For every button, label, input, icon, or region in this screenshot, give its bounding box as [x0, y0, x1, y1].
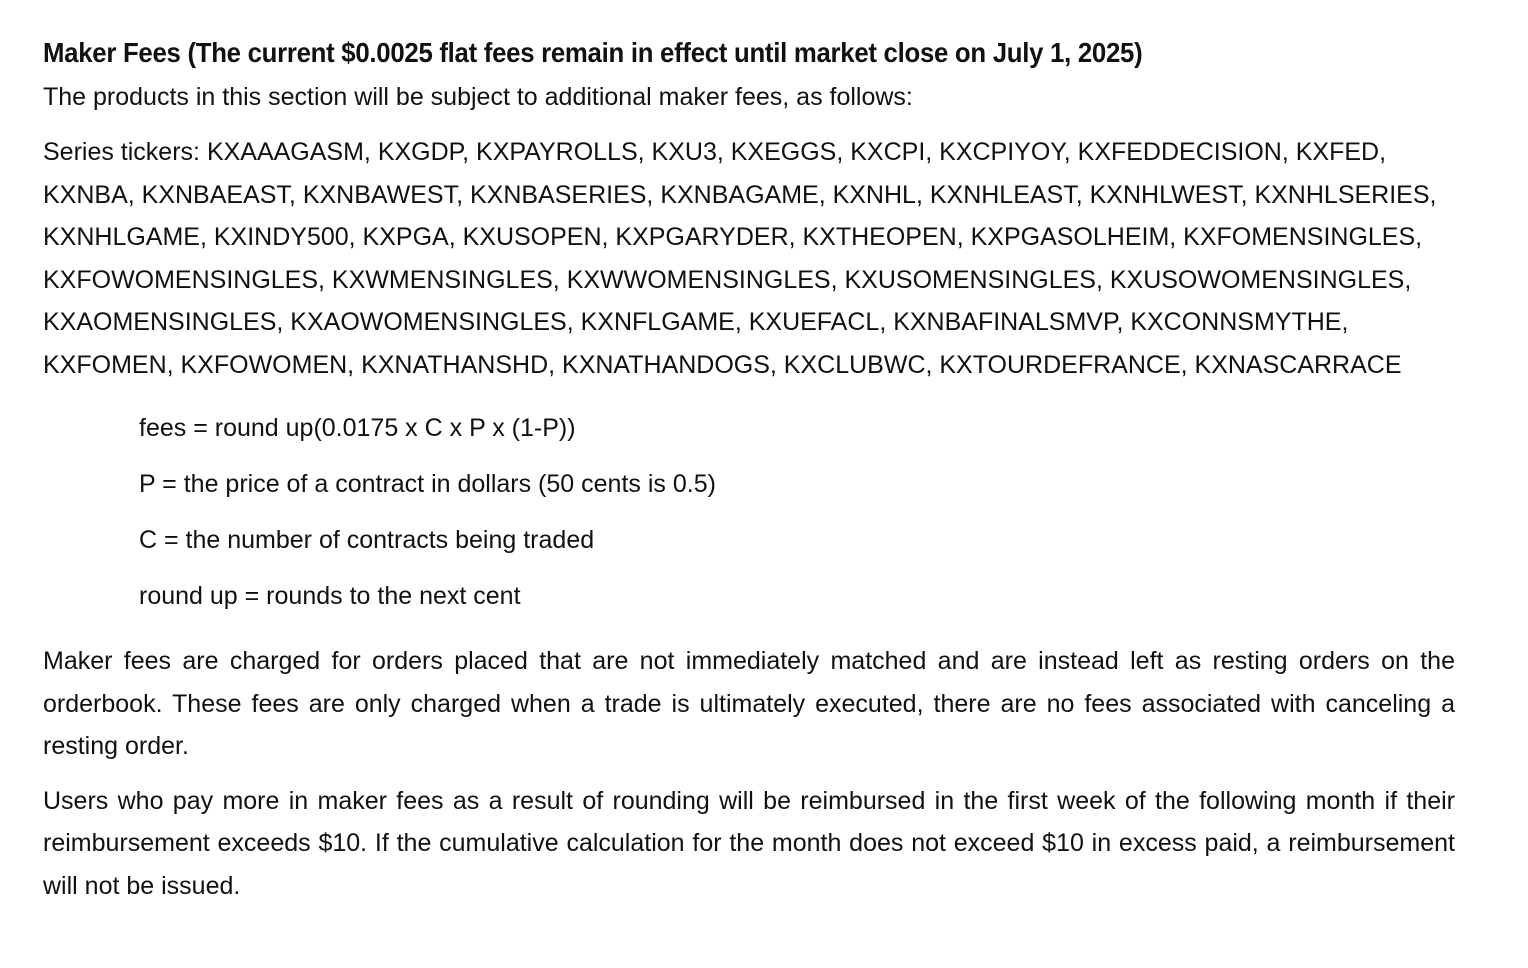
- contracts-definition: C = the number of contracts being traded: [139, 526, 595, 554]
- reimbursement-policy: Users who pay more in maker fees as a result of rounding will be reimbursed in the first week of the following month if their reimbursement exceeds $10. If the cumulative calculation for the month does not exceed $10 in excess paid, a reimbursement will not be issued.: [43, 786, 1455, 900]
- maker-fees-explanation: Maker fees are charged for orders placed that are not immediately matched and are instead left as resting orders on the orderbook. These fees are only charged when a trade is ultimately executed, there are no fees associated with canceling a resting order.: [43, 647, 1455, 760]
- section-heading: Maker Fees (The current $0.0025 flat fees remain in effect until market close on July 1, 2025): [43, 37, 1143, 68]
- tickers-list: KXAAAGASM, KXGDP, KXPAYROLLS, KXU3, KXEGGS, KXCPI, KXCPIYOY, KXFEDDECISION, KXFED, KXNBA, KXNBAEAST, KXNBAWEST, KXNBASERIES, KXNBAGAME, KXNHL, KXNHLEAST, KXNHLWEST, KXNHLSERIES, KXNHLGAME, KXINDY500, KXPGA, KXUSOPEN, KXPGARYDER, KXTHEOPEN, KXPGASOLHEIM, KXFOMENSINGLES, KXFOWOMENSINGLES, KXWMENSINGLES, KXWWOMENSINGLES, KXUSOMENSINGLES, KXUSOWOMENSINGLES, KXAOMENSINGLES, KXAOWOMENSINGLES, KXNFLGAME, KXUEFACL, KXNBAFINALSMVP, KXCONNSMYTHE, KXFOMEN, KXFOWOMEN, KXNATHANSHD, KXNATHANDOGS, KXCLUBWC, KXTOURDEFRANCE, KXNASCARRACE: [43, 138, 1437, 379]
- series-tickers: [43, 131, 1455, 386]
- maker-fees-section: [43, 32, 1455, 907]
- fee-formula-block: [43, 400, 1455, 624]
- round-up-definition: round up = rounds to the next cent: [139, 582, 521, 610]
- intro-text: The products in this section will be subject to additional maker fees, as follows:: [43, 83, 913, 111]
- fee-formula: fees = round up(0.0175 x C x P x (1-P)): [139, 414, 576, 442]
- price-definition: P = the price of a contract in dollars (50 cents is 0.5): [139, 470, 716, 498]
- tickers-prefix: Series tickers:: [43, 138, 207, 166]
